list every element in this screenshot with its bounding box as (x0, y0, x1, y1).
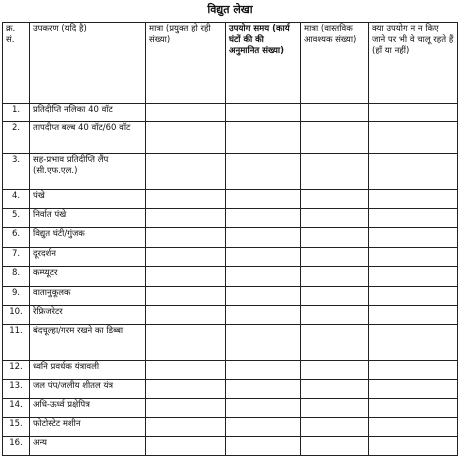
usage-time-cell[interactable] (226, 228, 301, 248)
row-device-name: अन्य (30, 437, 146, 456)
row-serial-number: 2. (3, 122, 30, 154)
quantity-used-cell[interactable] (146, 154, 226, 190)
table-header-row (3, 23, 458, 104)
row-serial-number: 3. (3, 154, 30, 190)
left-on-cell[interactable] (369, 228, 458, 248)
usage-time-cell[interactable] (226, 209, 301, 228)
usage-time-cell[interactable] (226, 306, 301, 325)
row-serial-number: 1. (3, 104, 30, 122)
quantity-required-cell[interactable] (301, 306, 369, 325)
left-on-cell[interactable] (369, 325, 458, 361)
quantity-used-cell[interactable] (146, 325, 226, 361)
usage-time-cell[interactable] (226, 267, 301, 287)
left-on-cell[interactable] (369, 306, 458, 325)
row-device-name: तापदीप्त बल्ब 40 वॉट/60 वॉट (30, 122, 146, 154)
quantity-used-cell[interactable] (146, 122, 226, 154)
table-row (3, 361, 458, 380)
row-serial-number: 11. (3, 325, 30, 361)
left-on-cell[interactable] (369, 287, 458, 306)
table-row (3, 209, 458, 228)
usage-time-cell[interactable] (226, 361, 301, 380)
quantity-required-cell[interactable] (301, 104, 369, 122)
usage-time-cell[interactable] (226, 122, 301, 154)
left-on-cell[interactable] (369, 418, 458, 437)
quantity-used-cell[interactable] (146, 306, 226, 325)
row-serial-number: 12. (3, 361, 30, 380)
row-serial-number: 4. (3, 190, 30, 209)
quantity-required-cell[interactable] (301, 325, 369, 361)
quantity-required-cell[interactable] (301, 248, 369, 267)
table-row (3, 190, 458, 209)
row-device-name: जल पंप/जलीय शीतल यंत्र (30, 380, 146, 399)
quantity-required-cell[interactable] (301, 437, 369, 456)
table-row (3, 418, 458, 437)
page-title: विद्युत लेखा (207, 3, 253, 16)
header-device: उपकरण (यदि है) (30, 23, 146, 104)
row-serial-number: 5. (3, 209, 30, 228)
header-left-on: क्या उपयोग न न किए जाने पर भी वे चालू रहते हैं (हाँ या नहीं) (369, 23, 458, 104)
quantity-required-cell[interactable] (301, 267, 369, 287)
quantity-required-cell[interactable] (301, 122, 369, 154)
quantity-required-cell[interactable] (301, 399, 369, 418)
header-serial-number: क्र. सं. (3, 23, 30, 104)
row-device-name: ध्वनि प्रवर्धक यंत्रावली (30, 361, 146, 380)
quantity-required-cell[interactable] (301, 228, 369, 248)
row-serial-number: 13. (3, 380, 30, 399)
quantity-used-cell[interactable] (146, 209, 226, 228)
quantity-used-cell[interactable] (146, 399, 226, 418)
left-on-cell[interactable] (369, 437, 458, 456)
table-row (3, 248, 458, 267)
row-serial-number: 14. (3, 399, 30, 418)
left-on-cell[interactable] (369, 361, 458, 380)
left-on-cell[interactable] (369, 122, 458, 154)
header-quantity-used: मात्रा (प्रयुक्त हो रही संख्या) (146, 23, 226, 104)
row-serial-number: 16. (3, 437, 30, 456)
usage-time-cell[interactable] (226, 287, 301, 306)
quantity-used-cell[interactable] (146, 104, 226, 122)
left-on-cell[interactable] (369, 190, 458, 209)
quantity-used-cell[interactable] (146, 380, 226, 399)
usage-time-cell[interactable] (226, 399, 301, 418)
quantity-used-cell[interactable] (146, 361, 226, 380)
table-row (3, 267, 458, 287)
table-row (3, 228, 458, 248)
table-row (3, 437, 458, 456)
quantity-required-cell[interactable] (301, 209, 369, 228)
quantity-used-cell[interactable] (146, 190, 226, 209)
row-serial-number: 9. (3, 287, 30, 306)
usage-time-cell[interactable] (226, 418, 301, 437)
row-device-name: बंदचूल्हा/गरम रखने का डिब्बा (30, 325, 146, 361)
usage-time-cell[interactable] (226, 380, 301, 399)
row-serial-number: 10. (3, 306, 30, 325)
row-device-name: अधि-ऊर्ध्व प्रक्षेपित्र (30, 399, 146, 418)
quantity-required-cell[interactable] (301, 154, 369, 190)
table-row (3, 380, 458, 399)
left-on-cell[interactable] (369, 267, 458, 287)
row-serial-number: 8. (3, 267, 30, 287)
left-on-cell[interactable] (369, 104, 458, 122)
quantity-used-cell[interactable] (146, 248, 226, 267)
table-row (3, 325, 458, 361)
row-serial-number: 7. (3, 248, 30, 267)
electricity-audit-table (2, 22, 458, 456)
row-device-name: प्रतिदीप्ति नलिका 40 वॉट (30, 104, 146, 122)
quantity-required-cell[interactable] (301, 380, 369, 399)
usage-time-cell[interactable] (226, 190, 301, 209)
table-row (3, 104, 458, 122)
quantity-used-cell[interactable] (146, 437, 226, 456)
row-device-name: कम्प्यूटर (30, 267, 146, 287)
row-device-name: वातानुकूलक (30, 287, 146, 306)
table-row (3, 287, 458, 306)
usage-time-cell[interactable] (226, 437, 301, 456)
table-row (3, 399, 458, 418)
row-device-name: निर्वात पंखे (30, 209, 146, 228)
quantity-required-cell[interactable] (301, 361, 369, 380)
quantity-used-cell[interactable] (146, 267, 226, 287)
header-usage-time: उपयोग समय (कार्य घंटों की की अनुमानित संख्या) (226, 23, 301, 104)
left-on-cell[interactable] (369, 380, 458, 399)
row-device-name: पंखे (30, 190, 146, 209)
header-quantity-required: मात्रा (वास्तविक आवश्यक संख्या) (301, 23, 369, 104)
quantity-required-cell[interactable] (301, 190, 369, 209)
quantity-required-cell[interactable] (301, 287, 369, 306)
table-row (3, 122, 458, 154)
row-device-name: विद्युत घंटी/गुंजक (30, 228, 146, 248)
usage-time-cell[interactable] (226, 154, 301, 190)
usage-time-cell[interactable] (226, 104, 301, 122)
row-device-name: रेफ्रिजरेटर (30, 306, 146, 325)
row-device-name: सह-प्रभाव प्रतिदीप्ति लैंप (सी.एफ.एल.) (30, 154, 146, 190)
usage-time-cell[interactable] (226, 248, 301, 267)
quantity-used-cell[interactable] (146, 287, 226, 306)
quantity-used-cell[interactable] (146, 228, 226, 248)
usage-time-cell[interactable] (226, 325, 301, 361)
table-row (3, 306, 458, 325)
left-on-cell[interactable] (369, 399, 458, 418)
left-on-cell[interactable] (369, 248, 458, 267)
row-serial-number: 6. (3, 228, 30, 248)
row-serial-number: 15. (3, 418, 30, 437)
left-on-cell[interactable] (369, 209, 458, 228)
quantity-required-cell[interactable] (301, 418, 369, 437)
row-device-name: दूरदर्शन (30, 248, 146, 267)
quantity-used-cell[interactable] (146, 418, 226, 437)
row-device-name: फोटोस्टेट मशीन (30, 418, 146, 437)
table-row (3, 154, 458, 190)
left-on-cell[interactable] (369, 154, 458, 190)
